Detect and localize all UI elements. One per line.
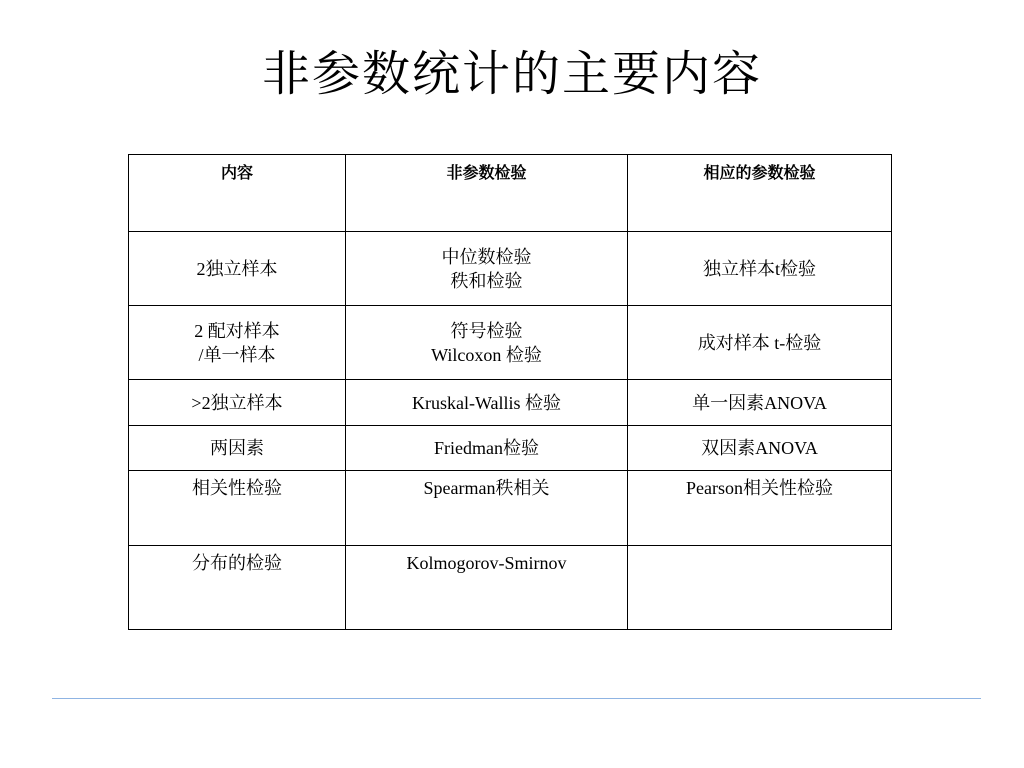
cell-text: 独立样本t检验 (702, 258, 816, 279)
cell-content (129, 546, 346, 630)
table-row (129, 232, 892, 306)
footer-divider (52, 698, 981, 699)
cell-text: 2独立样本 (196, 258, 278, 279)
cell-text: 分布的检验 (192, 553, 282, 573)
cell-parametric (628, 306, 892, 380)
cell-text: Kolmogorov-Smirnov (406, 553, 567, 573)
cell-text: Pearson相关性检验 (686, 478, 833, 498)
cell-parametric (628, 380, 892, 426)
cell-nonparametric (346, 471, 628, 546)
cell-content (129, 471, 346, 546)
slide-title: 非参数统计的主要内容 (261, 46, 762, 102)
header-parametric-test: 相应的参数检验 (628, 155, 892, 232)
header-content: 内容 (129, 155, 346, 232)
table-row (129, 380, 892, 426)
cell-content (129, 426, 346, 471)
cell-text: 单一因素ANOVA (692, 392, 827, 413)
cell-nonparametric (346, 546, 628, 630)
cell-content (129, 232, 346, 306)
content-table (128, 154, 892, 630)
cell-text: 符号检验 (450, 320, 523, 341)
cell-parametric (628, 471, 892, 546)
cell-text: /单一样本 (198, 344, 276, 365)
cell-text: Wilcoxon 检验 (431, 344, 542, 365)
header-nonparametric-test: 非参数检验 (346, 155, 628, 232)
cell-text: Friedman检验 (434, 438, 539, 458)
cell-nonparametric (346, 306, 628, 380)
cell-text: 双因素ANOVA (701, 438, 818, 458)
cell-text: Kruskal-Wallis 检验 (411, 392, 562, 413)
cell-parametric (628, 426, 892, 471)
table-row (129, 306, 892, 380)
cell-text: 中位数检验 (441, 246, 532, 267)
cell-parametric (628, 546, 892, 630)
cell-text: 成对样本 t-检验 (697, 332, 822, 353)
table-row (129, 546, 892, 630)
cell-content (129, 380, 346, 426)
cell-nonparametric (346, 232, 628, 306)
cell-nonparametric (346, 426, 628, 471)
cell-content (129, 306, 346, 380)
cell-parametric (628, 232, 892, 306)
cell-text: Spearman秩相关 (423, 478, 550, 498)
cell-text: 相关性检验 (192, 478, 282, 498)
cell-text: 两因素 (210, 438, 264, 458)
cell-text: 2 配对样本 (194, 320, 280, 341)
table-row (129, 471, 892, 546)
cell-text: >2独立样本 (191, 392, 283, 413)
cell-nonparametric (346, 380, 628, 426)
cell-text: 秩和检验 (450, 270, 523, 291)
table-header-row (129, 155, 892, 232)
table-row (129, 426, 892, 471)
